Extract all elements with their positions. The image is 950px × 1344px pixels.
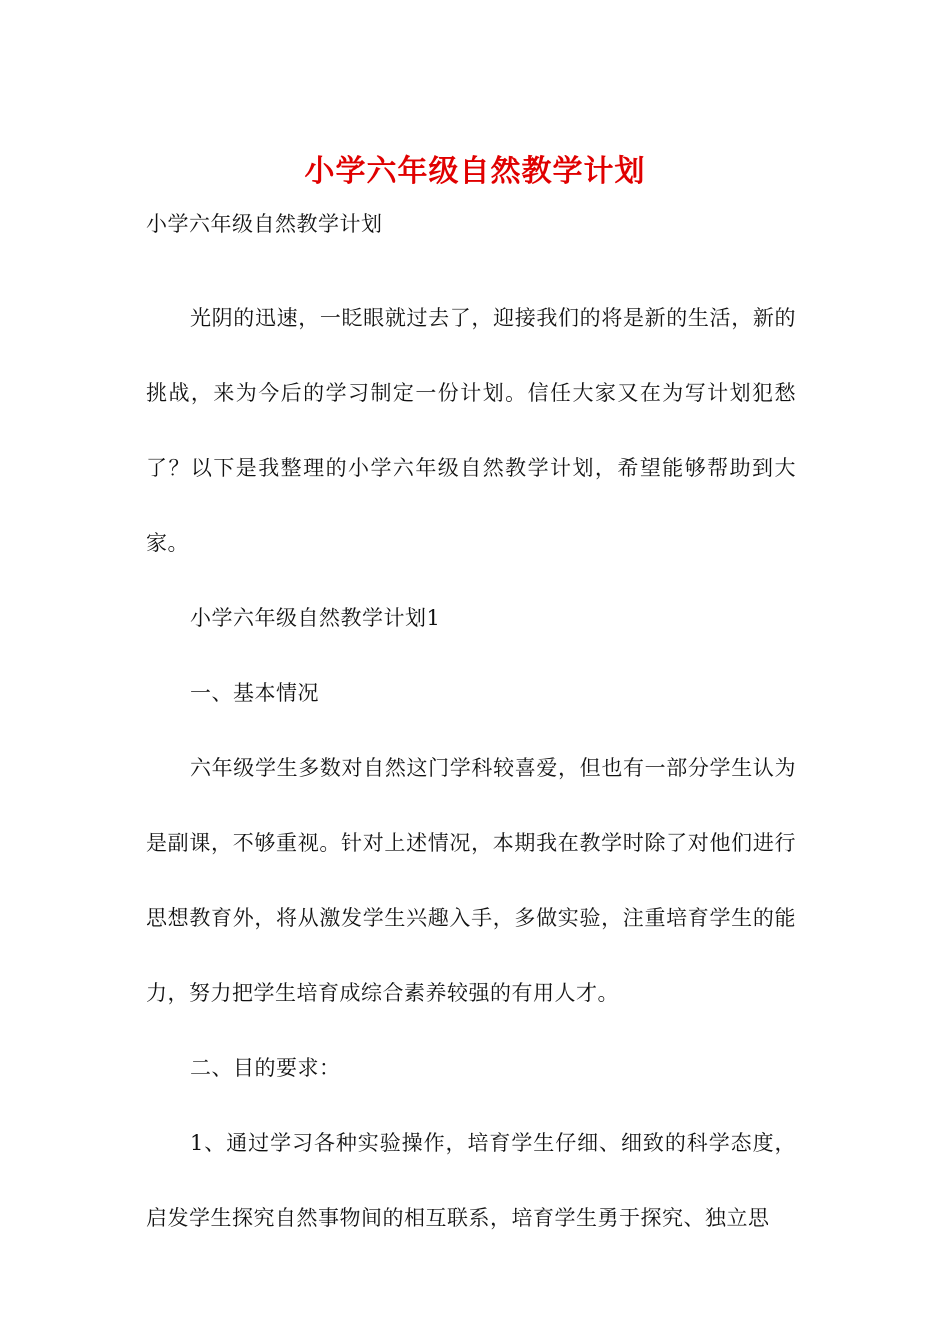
basic-situation-paragraph: 六年级学生多数对自然这门学科较喜爱，但也有一部分学生认为是副课，不够重视。针对上述情况，本期我在教学时除了对他们进行思想教育外，将从激发学生兴趣入手，多做实验，注重培育学生的能力，努力把学生培育成综合素养较强的有用人才。	[146, 756, 796, 1005]
section-heading-plan-1: 小学六年级自然教学计划1	[190, 606, 441, 630]
intro-paragraph: 光阴的迅速，一眨眼就过去了，迎接我们的将是新的生活，新的挑战，来为今后的学习制定一份计划。信任大家又在为写计划犯愁了？以下是我整理的小学六年级自然教学计划，希望能够帮助到大家。	[146, 306, 796, 555]
document-title: 小学六年级自然教学计划	[304, 154, 646, 189]
section-heading-basic-situation: 一、基本情况	[190, 681, 319, 705]
section-heading-goals: 二、目的要求：	[190, 1056, 341, 1080]
goal-item-1: 1、通过学习各种实验操作，培育学生仔细、细致的科学态度，启发学生探究自然事物间的相互联系，培育学生勇于探究、独立思	[146, 1131, 796, 1230]
document-body	[146, 281, 796, 1256]
document-subtitle: 小学六年级自然教学计划	[146, 212, 383, 236]
